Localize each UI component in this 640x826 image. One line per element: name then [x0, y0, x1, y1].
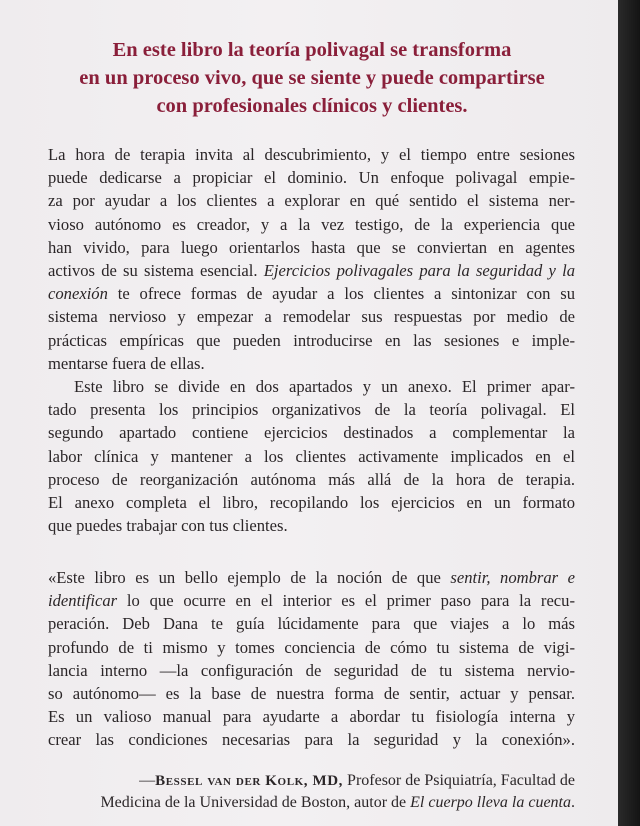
- text-fragment: activos de su sistema esencial.: [48, 261, 258, 281]
- endorsement-quote: [48, 566, 575, 752]
- text-line: proceso de reorganización autónoma más allá de la hora de terapia.: [48, 469, 575, 489]
- text-fragment: lo que ocurre en el interior es el primer paso para la recu-: [126, 591, 575, 611]
- text-line: za por ayudar a los clientes a explorar en qué sentido el sistema ner-: [48, 191, 575, 211]
- text-line: [48, 282, 575, 305]
- paragraph-2: [48, 375, 575, 537]
- headline-line: con profesionales clínicos y clientes.: [156, 95, 468, 117]
- text-line: profundo de ti mismo y tomes conciencia de cómo tu sistema de vigi-: [48, 637, 575, 657]
- attribution-line: [48, 792, 575, 814]
- text-line: labor clínica y mantener a los clientes activamente implicados en el: [48, 446, 575, 466]
- emphasis-italic: sentir, nombrar e: [450, 568, 576, 587]
- text-line: Este libro se divide en dos apartados y un anexo. El primer apar-: [74, 377, 575, 397]
- text-line: segundo apartado contiene ejercicios destinados a complementar la: [48, 423, 575, 443]
- quote-attribution: [48, 770, 575, 814]
- emphasis-italic: identificar: [48, 591, 118, 611]
- text-line: crear las condiciones necesarias para la seguridad y la conexión».: [48, 730, 575, 750]
- author-role: Medicina de la Universidad de Boston, autor de: [100, 794, 407, 811]
- text-line: han vivido, para luego orientarlos hasta que se conviertan en agentes: [48, 237, 575, 257]
- text-line: que puedes trabajar con tus clientes.: [48, 516, 288, 536]
- text-line: Es un valioso manual para ayudarte a abordar tu fisiología interna y: [48, 707, 575, 727]
- text-line: [48, 259, 575, 282]
- attribution-line: [48, 770, 575, 792]
- text-line: peración. Deb Dana te guía lúcidamente para que viajes a lo más: [48, 614, 575, 634]
- text-line: puede dedicarse a propiciar el dominio. Un enfoque polivagal empie-: [48, 168, 575, 188]
- text-line: vioso autónomo es creador, y a la vez testigo, de la experiencia que: [48, 214, 575, 234]
- text-line: mentarse fuera de ellas.: [48, 353, 205, 373]
- book-title-italic: Ejercicios polivagales para la seguridad y la: [263, 261, 575, 281]
- text-line: so autónomo— es la base de nuestra forma de sentir, actuar y pensar.: [48, 684, 575, 704]
- em-dash: —: [139, 772, 156, 789]
- background-edge: [618, 0, 640, 826]
- book-title-italic: El cuerpo lleva la cuenta: [410, 794, 571, 811]
- description: [48, 143, 575, 537]
- headline-line: En este libro la teoría polivagal se transforma: [112, 39, 512, 61]
- text-line: [48, 589, 575, 612]
- author-name: Bessel van der Kolk, MD,: [155, 773, 344, 789]
- text-line: tado presenta los principios organizativos de la teoría polivagal. El: [48, 400, 575, 420]
- text-line: prácticas empíricas que pueden introducirse en las sesiones e imple-: [48, 330, 575, 350]
- text-fragment: «Este libro es un bello ejemplo de la noción de que: [48, 568, 441, 587]
- headline-line: en un proceso vivo, que se siente y puede compartirse: [79, 67, 545, 89]
- text-line: lancia interno —la configuración de seguridad de tu sistema nervio-: [48, 660, 575, 680]
- paragraph-1: [48, 143, 575, 375]
- text-line: El anexo completa el libro, recopilando los ejercicios en un formato: [48, 493, 575, 513]
- author-role: Profesor de Psiquiatría, Facultad de: [347, 772, 575, 789]
- book-title-italic: conexión: [48, 284, 108, 304]
- text-line: [48, 566, 575, 589]
- headline: [52, 36, 572, 120]
- text-fragment: te ofrece formas de ayudar a los clientes a sintonizar con su: [117, 284, 575, 304]
- text-line: La hora de terapia invita al descubrimiento, y el tiempo entre sesiones: [48, 145, 575, 164]
- period: .: [571, 794, 575, 811]
- text-line: sistema nervioso y empezar a remodelar sus respuestas por medio de: [48, 307, 575, 327]
